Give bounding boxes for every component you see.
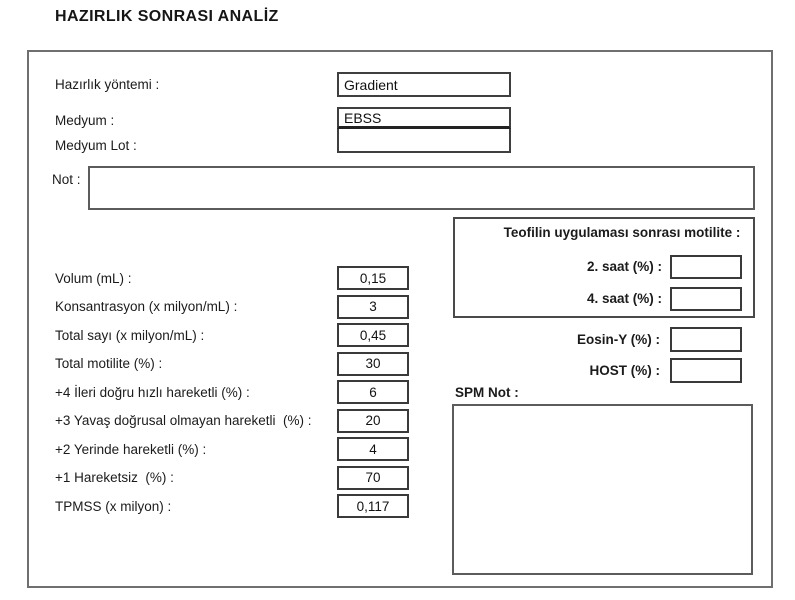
measurement-label: +4 İleri doğru hızlı hareketli (%) :	[55, 384, 250, 400]
input-medyum-lot[interactable]	[337, 129, 511, 153]
input-2-saat[interactable]	[670, 255, 742, 279]
measurement-row	[55, 409, 409, 433]
input-host[interactable]	[670, 358, 742, 383]
measurement-row	[55, 323, 409, 347]
label-hazirlik-yontemi: Hazırlık yöntemi :	[55, 77, 160, 92]
page-title: HAZIRLIK SONRASI ANALİZ	[55, 8, 279, 25]
input-4-saat[interactable]	[670, 287, 742, 311]
measurement-row	[55, 295, 409, 319]
label-not: Not :	[52, 172, 81, 187]
measurement-input-volum[interactable]	[337, 266, 409, 290]
measurement-input-plus2[interactable]	[337, 437, 409, 461]
label-eosin-y: Eosin-Y (%) :	[576, 332, 660, 347]
measurement-label: Total sayı (x milyon/mL) :	[55, 327, 205, 343]
label-4-saat: 4. saat (%) :	[586, 291, 662, 306]
measurement-input-plus4[interactable]	[337, 380, 409, 404]
measurement-label: +1 Hareketsiz (%) :	[55, 470, 174, 485]
measurement-row	[55, 380, 409, 404]
measurement-input-total-motilite[interactable]	[337, 352, 409, 376]
label-host: HOST (%) :	[589, 363, 660, 378]
measurement-list	[55, 266, 409, 518]
measurement-input-plus1[interactable]	[337, 466, 409, 490]
label-2-saat: 2. saat (%) :	[586, 259, 662, 274]
input-hazirlik-yontemi[interactable]	[337, 72, 511, 97]
measurement-label: TPMSS (x milyon) :	[55, 498, 172, 514]
measurement-label: +3 Yavaş doğrusal olmayan hareketli (%) :	[55, 413, 312, 428]
label-medyum: Medyum :	[55, 113, 115, 128]
measurement-input-konsantrasyon[interactable]	[337, 295, 409, 319]
measurement-row	[55, 494, 409, 518]
measurement-row	[55, 437, 409, 461]
input-eosin-y[interactable]	[670, 327, 742, 352]
teofilin-title: Teofilin uygulaması sonrası motilite :	[503, 225, 741, 240]
teofilin-panel	[453, 217, 755, 318]
measurement-label: Total motilite (%) :	[55, 356, 163, 371]
input-medyum[interactable]	[337, 107, 511, 129]
measurement-row	[55, 352, 409, 376]
textarea-not[interactable]	[88, 166, 755, 210]
measurement-label: +2 Yerinde hareketli (%) :	[55, 441, 207, 457]
measurement-input-total-sayi[interactable]	[337, 323, 409, 347]
label-medyum-lot: Medyum Lot :	[55, 138, 137, 153]
measurement-label: Konsantrasyon (x milyon/mL) :	[55, 299, 238, 314]
measurement-row	[55, 266, 409, 290]
textarea-spm-not[interactable]	[452, 404, 753, 575]
measurement-row	[55, 466, 409, 490]
measurement-label: Volum (mL) :	[55, 270, 132, 286]
measurement-input-plus3[interactable]	[337, 409, 409, 433]
label-spm-not: SPM Not :	[455, 385, 519, 400]
measurement-input-tpmss[interactable]	[337, 494, 409, 518]
